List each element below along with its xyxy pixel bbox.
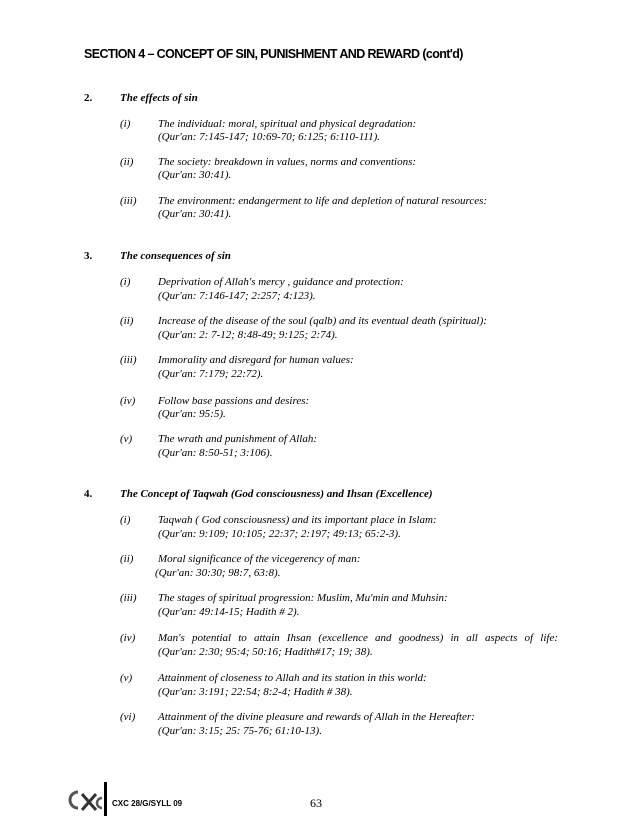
item-reference: (Qur'an: 49:14-15; Hadith # 2). (158, 606, 300, 618)
item-reference: (Qur'an: 7:146-147; 2:257; 4:123). (158, 290, 316, 302)
item-text: The wrath and punishment of Allah: (158, 433, 317, 445)
item-number: (ii) (120, 553, 134, 565)
item-reference: (Qur'an: 8:50-51; 3:106). (158, 447, 273, 459)
item-reference: (Qur'an: 3:191; 22:54; 8:2-4; Hadith # 38). (158, 686, 353, 698)
item-text: Deprivation of Allah's mercy , guidance and protection: (158, 276, 404, 288)
item-text: The individual: moral, spiritual and physical degradation: (158, 118, 417, 130)
item-number: (iv) (120, 632, 136, 644)
item-number: (ii) (120, 156, 134, 168)
item-text: Follow base passions and desires: (158, 395, 310, 407)
topic-number: 4. (84, 488, 93, 500)
footer-code: CXC 28/G/SYLL 09 (112, 799, 183, 808)
topic-title: The consequences of sin (120, 250, 231, 262)
topic-title: The effects of sin (120, 92, 198, 104)
item-reference: (Qur'an: 2:30; 95:4; 50:16; Hadith#17; 19; 38). (158, 646, 373, 658)
item-number: (v) (120, 672, 133, 684)
topic-number: 2. (84, 92, 93, 104)
item-number: (i) (120, 118, 131, 130)
item-text: Attainment of the divine pleasure and rewards of Allah in the Hereafter: (158, 711, 475, 723)
item-reference: (Qur'an: 95:5). (158, 408, 226, 420)
item-text: Moral significance of the vicegerency of man: (158, 553, 361, 565)
item-number: (ii) (120, 315, 134, 327)
item-text: The society: breakdown in values, norms and conventions: (158, 156, 417, 168)
item-number: (iv) (120, 395, 136, 407)
item-text: Man's potential to attain Ihsan (excellence and goodness) in all aspects of life: (158, 632, 558, 644)
item-reference: (Qur'an: 30:41). (158, 169, 232, 181)
section-heading: SECTION 4 – CONCEPT OF SIN, PUNISHMENT AND REWARD (cont'd) (84, 47, 463, 61)
footer-rule (104, 782, 107, 816)
page-number: 63 (310, 796, 322, 810)
item-text: Immorality and disregard for human values: (158, 354, 354, 366)
item-number: (vi) (120, 711, 136, 723)
item-reference: (Qur'an: 3:15; 25: 75-76; 61:10-13). (158, 725, 322, 737)
item-reference: (Qur'an: 30:41). (158, 208, 232, 220)
item-text: Taqwah ( God consciousness) and its important place in Islam: (158, 514, 437, 526)
item-reference: (Qur'an: 30:30; 98:7, 63:8). (155, 567, 281, 579)
item-number: (v) (120, 433, 133, 445)
topic-number: 3. (84, 250, 93, 262)
item-reference: (Qur'an: 2: 7-12; 8:48-49; 9:125; 2:74). (158, 329, 338, 341)
item-text: Increase of the disease of the soul (qalb) and its eventual death (spiritual): (158, 315, 487, 327)
item-number: (iii) (120, 354, 137, 366)
item-number: (i) (120, 276, 131, 288)
item-number: (iii) (120, 195, 137, 207)
cxc-logo (66, 786, 106, 816)
item-reference: (Qur'an: 9:109; 10:105; 22:37; 2:197; 49:13; 65:2-3). (158, 528, 401, 540)
item-text: The environment: endangerment to life and depletion of natural resources: (158, 195, 488, 207)
item-number: (i) (120, 514, 131, 526)
topic-title: The Concept of Taqwah (God consciousness) and Ihsan (Excellence) (120, 488, 433, 500)
item-reference: (Qur'an: 7:145-147; 10:69-70; 6:125; 6:110-111). (158, 131, 380, 143)
item-text: Attainment of closeness to Allah and its station in this world: (158, 672, 427, 684)
item-reference: (Qur'an: 7:179; 22:72). (158, 368, 264, 380)
item-number: (iii) (120, 592, 137, 604)
item-text: The stages of spiritual progression: Muslim, Mu'min and Muhsin: (158, 592, 448, 604)
